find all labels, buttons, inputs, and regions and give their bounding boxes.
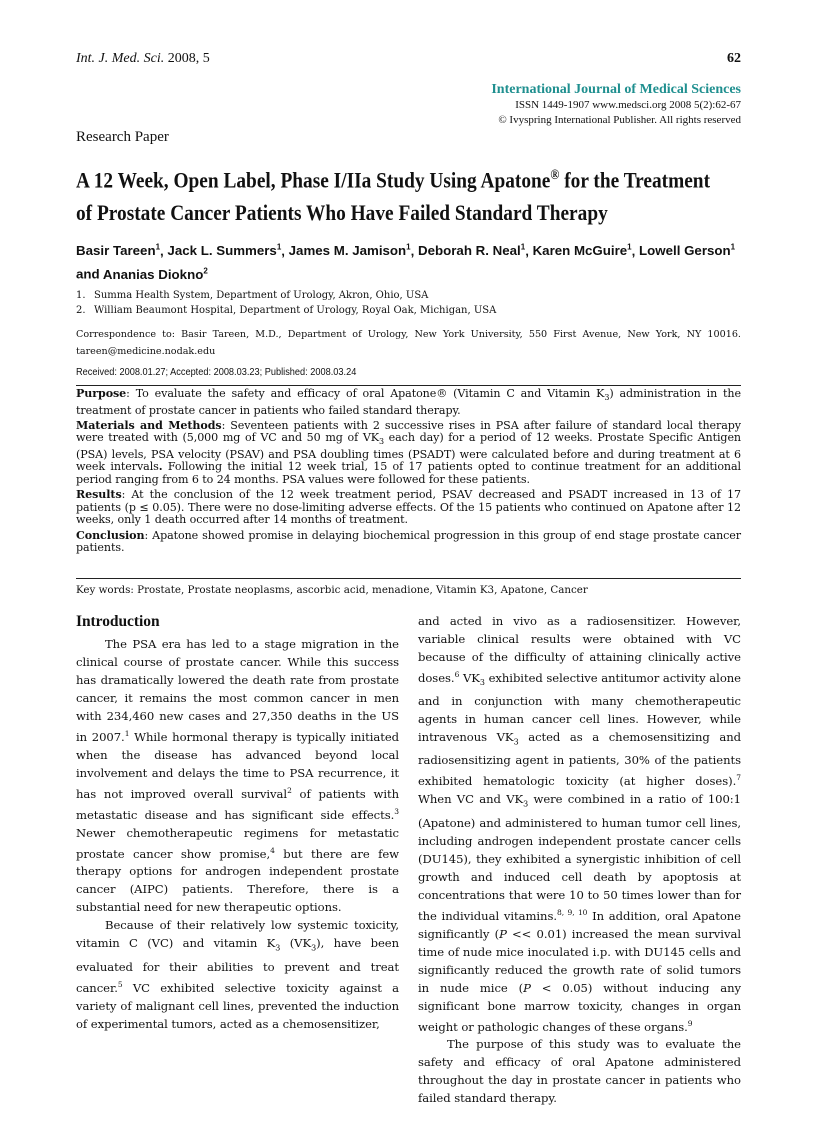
abstract-purpose: Purpose: To evaluate the safety and efficacy of oral Apatone® (Vitamin C and Vitamin $K_3$) administration in the treatment of prostate cancer in patients who failed standard therapy.: [76, 387, 741, 417]
running-head: [76, 51, 741, 69]
abstract-bottom-rule: [76, 578, 741, 579]
journal-name: International Journal of Medical Sciences: [491, 82, 741, 97]
intro-paragraph-3: The purpose of this study was to evaluate the safety and efficacy of oral Apatone administered throughout the day in prostate cancer in patients who failed standard therapy.: [418, 1037, 741, 1106]
author-list: Basir Tareen$^1$, Jack L. Summers$^1$, James M. Jamison$^1$, Deborah R. Neal$^1$, Karen McGuire$^1$, Lowell Gerson$^1$ and Ananias Diokno$^2$: [76, 243, 736, 282]
author: Karen McGuire$^1$: [532, 243, 632, 259]
body-column-left: [76, 612, 399, 1033]
publication-dates: Received: 2008.01.27; Accepted: 2008.03.23; Published: 2008.03.24: [76, 367, 357, 378]
body-column-right: [418, 612, 741, 1107]
paper-type: Research Paper: [76, 129, 169, 145]
intro-paragraph-2-start: Because of their relatively low systemic toxicity, vitamin C (VC) and vitamin $K_3$ $(VK_3)$, have been evaluated for their abilities to prevent and treat cancer.$^5$ VC exhibited selective toxicity against a variety of malignant cell lines, prevented the induction of experimental tumors, acted as a chemosensitizer,: [76, 918, 399, 1031]
article-title: A 12 Week, Open Label, Phase I/IIa Study Using Apatone® for the Treatment of Prostate Cancer Patients Who Have Failed Standard Therapy: [76, 167, 711, 225]
intro-paragraph-1: The PSA era has led to a stage migration in the clinical course of prostate cancer. While this success has dramatically lowered the death rate from prostate cancer, it remains the most common cancer in men with 234,460 new cases and 27,350 deaths in the US in 2007.$^1$ While hormonal therapy is typically initiated when the disease has advanced beyond local involvement and delays the time to PSA recurrence, it has not improved overall survival$^2$ of patients with metastatic disease and has significant side effects.$^3$ Newer chemotherapeutic regimens for metastatic prostate cancer show promise,$^4$ but there are few therapy options for androgen independent prostate cancer (AIPC) patients. Therefore, there is a substantial need for new therapeutic options.: [76, 637, 400, 915]
abstract-conclusion: Conclusion: Apatone showed promise in delaying biochemical progression in this group of end stage prostate cancer patients.: [76, 528, 741, 554]
intro-paragraph-2-cont: and acted in vivo as a radiosensitizer. However, variable clinical results were obtained with VC because of the difficulty of attaining clinically active doses.$^6$ $VK_3$ exhibited selective antitumor activity alone and in conjunction with many chemotherapeutic agents in human cancer cell lines. However, while intravenous $VK_3$ acted as a chemosensitizing and radiosensitizing agent in patients, 30% of the patients exhibited hematologic toxicity (at higher doses).$^7$ When VC and $VK_3$ were combined in a ratio of 100:1 (Apatone) and administered to human tumor cell lines, including androgen independent prostate cancer cells (DU145), they exhibited a synergistic inhibition of cell growth and induced cell death by apoptosis at concentrations that were 10 to 50 times lower than for the individual vitamins.$^{8, 9, 10}$ In addition, oral Apatone significantly (P << 0.01) increased the mean survival time of nude mice inoculated i.p. with DU145 cells and significantly reduced the growth rate of solid tumors in nude mice (P < 0.05) without inducing any significant bone marrow toxicity, changes in organ weight or pathologic changes of these organs.$^9$: [418, 614, 742, 1034]
affiliation-item: 2. William Beaumont Hospital, Department of Urology, Royal Oak, Michigan, USA: [76, 305, 497, 316]
keywords: Key words: Prostate, Prostate neoplasms, ascorbic acid, menadione, Vitamin K3, Apatone, Cancer: [76, 584, 588, 596]
author: Deborah R. Neal$^1$: [418, 243, 526, 259]
abstract-top-rule: [76, 385, 741, 386]
running-head-citation: Int. J. Med. Sci. 2008, 5: [76, 51, 210, 66]
abstract-results: Results: At the conclusion of the 12 week treatment period, PSAV decreased and PSADT increased in 13 of 17 patients (p ≤ 0.05). There were no dose-limiting adverse effects. Of the 15 patients who continued on Apatone after 12 weeks, only 1 death occurred after 14 months of treatment.: [76, 488, 741, 527]
affiliations: [76, 288, 741, 318]
section-heading-introduction: Introduction: [76, 613, 160, 630]
author: Basir Tareen$^1$: [76, 243, 161, 259]
page-number: 62: [727, 51, 741, 66]
abstract: [76, 388, 741, 557]
author: James M. Jamison$^1$: [288, 243, 411, 259]
affiliation-item: 1. Summa Health System, Department of Urology, Akron, Ohio, USA: [76, 290, 429, 301]
author: Lowell Gerson$^1$: [639, 243, 736, 259]
abstract-methods: Materials and Methods: Seventeen patients with 2 successive rises in PSA after failure of standard local therapy were treated with (5,000 mg of VC and 50 mg of $VK_3$ each day) for a period of 12 weeks. Prostate Specific Antigen (PSA) levels, PSA velocity (PSAV) and PSA doubling times (PSADT) were calculated before and during treatment at 6 week intervals. Following the initial 12 week trial, 15 of 17 patients opted to continue treatment for an additional period ranging from 6 to 24 months. PSA values were followed for these patients.: [76, 419, 741, 486]
copyright-line: © Ivyspring International Publisher. All rights reserved: [498, 114, 741, 126]
author: Ananias Diokno$^2$: [102, 266, 208, 282]
author: Jack L. Summers$^1$: [167, 243, 282, 259]
correspondence: Correspondence to: Basir Tareen, M.D., Department of Urology, New York University, 550 First Avenue, New York, NY 10016. tareen@medicine.nodak.edu: [76, 329, 741, 357]
journal-info: [491, 81, 741, 128]
issn-line: ISSN 1449-1907 www.medsci.org 2008 5(2):62-67: [515, 99, 741, 111]
